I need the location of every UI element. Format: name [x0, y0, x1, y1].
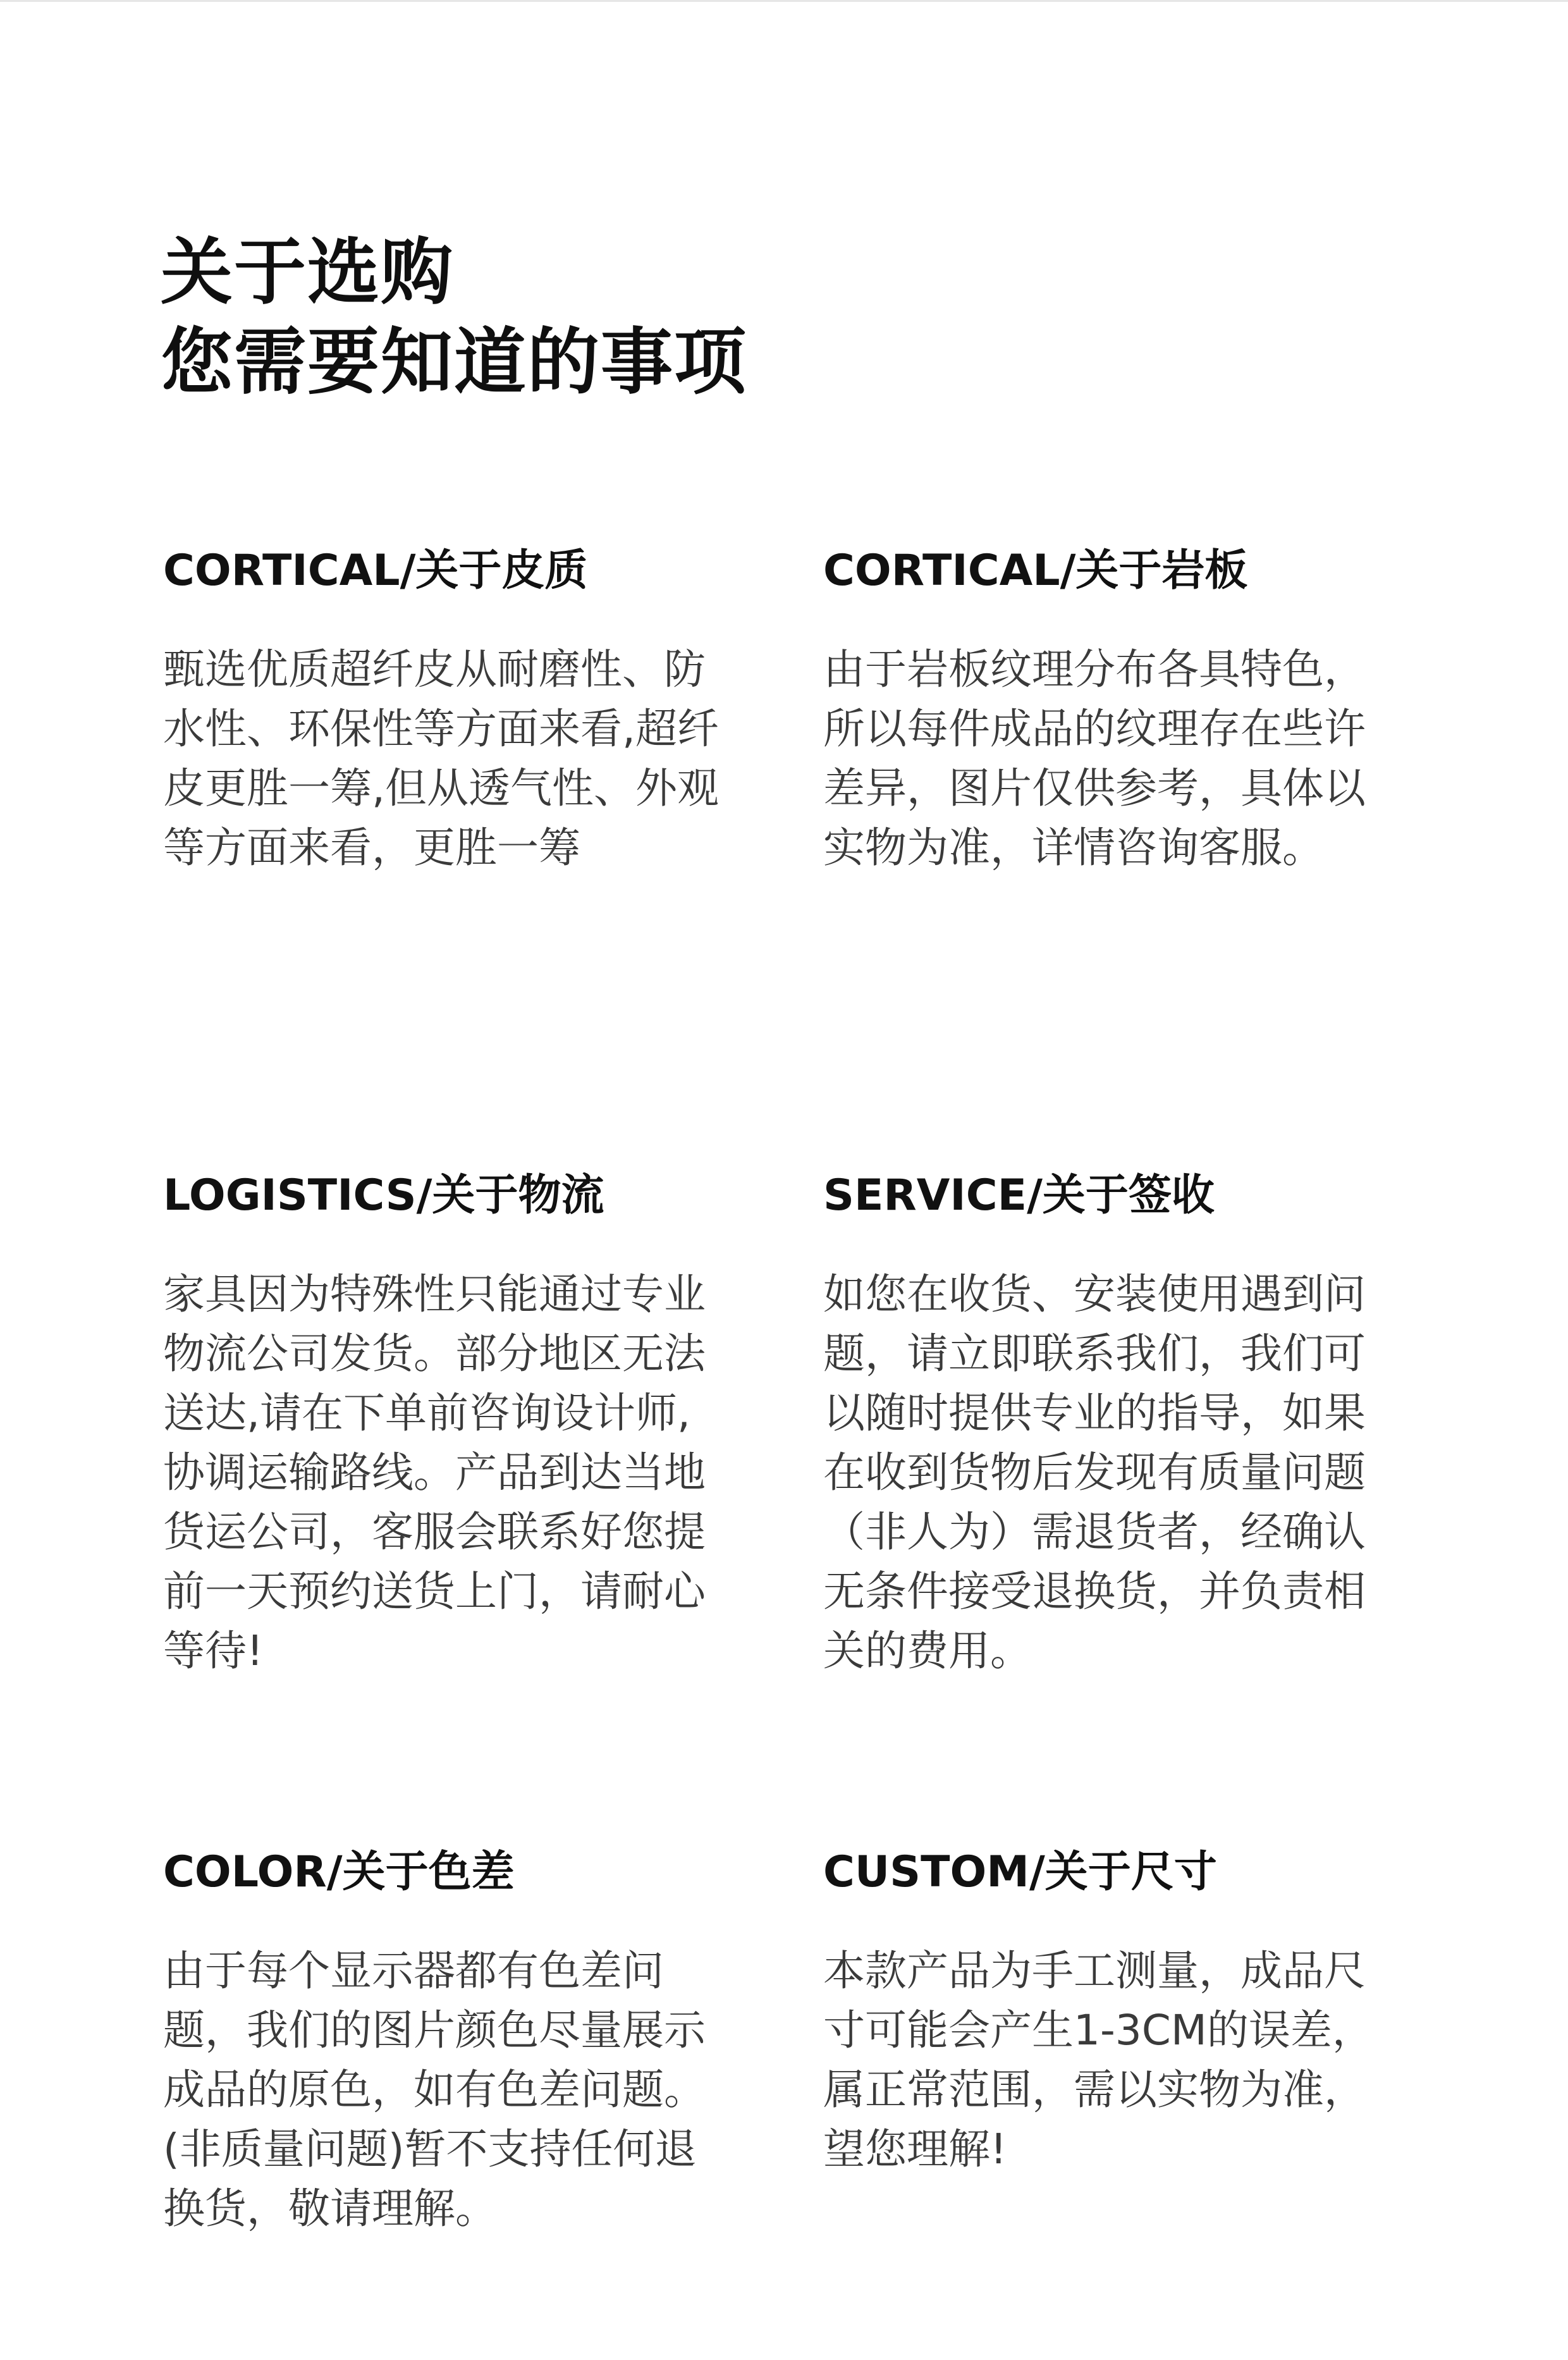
section-body: 本款产品为手工测量，成品尺寸可能会产生1-3CM的误差，属正常范围，需以实物为准，望您理解! [823, 1946, 1374, 2173]
section-logistics [163, 1167, 732, 1681]
page-title [161, 228, 747, 407]
section-body: 家具因为特殊性只能通过专业物流公司发货。部分地区无法送达,请在下单前咨询设计师,协调运输路线。产品到达当地货运公司，客服会联系好您提前一天预约送货上门，请耐心等待! [163, 1270, 706, 1675]
section-title: CORTICAL/关于皮质 [163, 546, 588, 596]
section-leather [163, 543, 732, 878]
section-size [823, 1844, 1392, 2179]
section-body: 由于每个显示器都有色差问题，我们的图片颜色尽量展示成品的原色，如有色差问题。(非质量问题)暂不支持任何退换货，敬请理解。 [163, 1946, 706, 2233]
section-title: CUSTOM/关于尺寸 [823, 1847, 1217, 1897]
section-slate [823, 543, 1392, 878]
section-service [823, 1167, 1392, 1681]
section-title: SERVICE/关于签收 [823, 1171, 1215, 1220]
page-title-line-2: 您需要知道的事项 [161, 320, 748, 404]
top-divider [0, 0, 1568, 2]
section-title: COLOR/关于色差 [163, 1847, 515, 1897]
section-color [163, 1844, 732, 2239]
section-body: 由于岩板纹理分布各具特色，所以每件成品的纹理存在些许差异，图片仅供参考，具体以实物为准，详情咨询客服。 [823, 645, 1366, 872]
section-title: CORTICAL/关于岩板 [823, 546, 1248, 596]
section-body: 如您在收货、安装使用遇到问题，请立即联系我们，我们可以随时提供专业的指导，如果在收到货物后发现有质量问题（非人为）需退货者，经确认无条件接受退换货，并负责相关的费用。 [823, 1270, 1366, 1675]
section-body: 甄选优质超纤皮从耐磨性、防水性、环保性等方面来看,超纤皮更胜一筹,但从透气性、外观等方面来看，更胜一筹 [163, 645, 719, 872]
page-title-line-1: 关于选购 [161, 230, 455, 314]
section-title: LOGISTICS/关于物流 [163, 1171, 604, 1220]
